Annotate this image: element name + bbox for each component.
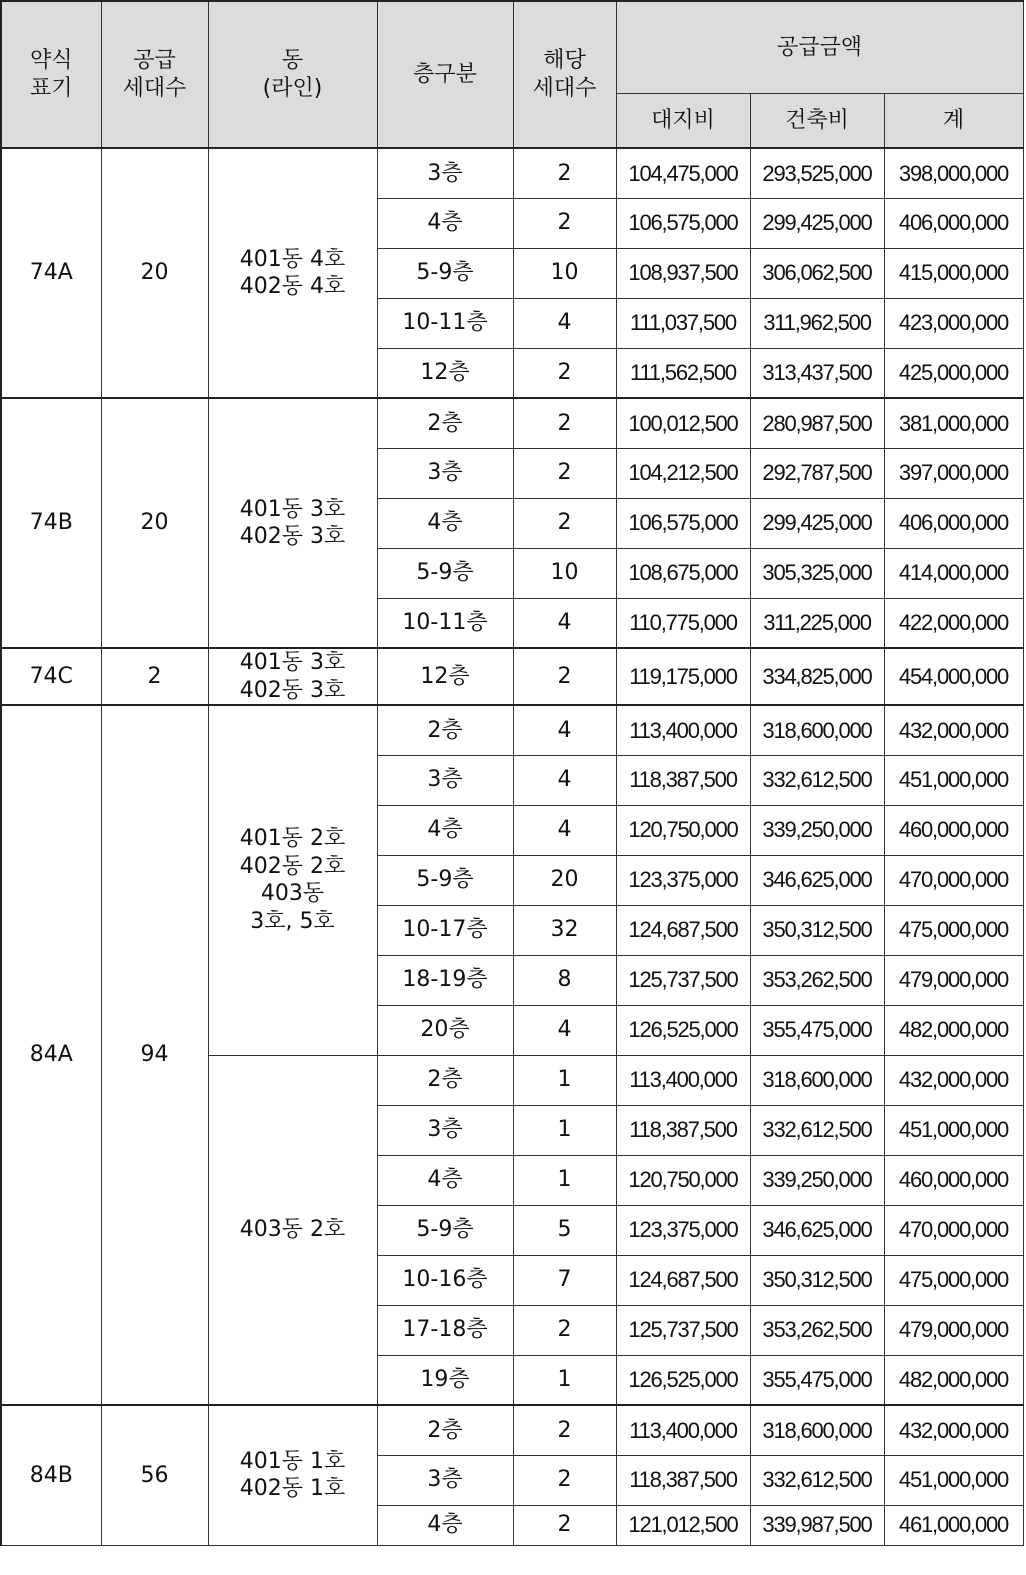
construction-cost-cell: 311,225,000	[750, 598, 884, 648]
total-cost-cell: 425,000,000	[884, 348, 1023, 398]
land-cost-cell: 119,175,000	[616, 648, 750, 705]
units-cell: 4	[513, 755, 616, 805]
units-cell: 1	[513, 1105, 616, 1155]
units-cell: 8	[513, 955, 616, 1005]
floor-cell: 2층	[377, 705, 513, 755]
supply-units-cell: 56	[101, 1405, 208, 1545]
header-units: 해당 세대수	[513, 1, 616, 148]
land-cost-cell: 108,937,500	[616, 248, 750, 298]
construction-cost-cell: 353,262,500	[750, 955, 884, 1005]
total-cost-cell: 406,000,000	[884, 498, 1023, 548]
units-cell: 7	[513, 1255, 616, 1305]
units-cell: 4	[513, 598, 616, 648]
land-cost-cell: 118,387,500	[616, 755, 750, 805]
total-cost-cell: 432,000,000	[884, 1405, 1023, 1455]
total-cost-cell: 398,000,000	[884, 148, 1023, 198]
floor-cell: 3층	[377, 448, 513, 498]
building-cell: 401동 3호 402동 3호	[208, 648, 377, 705]
land-cost-cell: 113,400,000	[616, 705, 750, 755]
total-cost-cell: 460,000,000	[884, 805, 1023, 855]
land-cost-cell: 110,775,000	[616, 598, 750, 648]
land-cost-cell: 100,012,500	[616, 398, 750, 448]
total-cost-cell: 451,000,000	[884, 755, 1023, 805]
construction-cost-cell: 292,787,500	[750, 448, 884, 498]
type-cell: 84A	[1, 705, 101, 1405]
units-cell: 1	[513, 1355, 616, 1405]
units-cell: 4	[513, 298, 616, 348]
construction-cost-cell: 355,475,000	[750, 1005, 884, 1055]
floor-cell: 10-11층	[377, 598, 513, 648]
construction-cost-cell: 318,600,000	[750, 705, 884, 755]
building-cell: 401동 3호 402동 3호	[208, 398, 377, 648]
table-row	[1, 148, 1023, 198]
floor-cell: 19층	[377, 1355, 513, 1405]
header-type: 약식 표기	[1, 1, 101, 148]
units-cell: 2	[513, 148, 616, 198]
floor-cell: 4층	[377, 805, 513, 855]
floor-cell: 10-16층	[377, 1255, 513, 1305]
construction-cost-cell: 293,525,000	[750, 148, 884, 198]
floor-cell: 5-9층	[377, 855, 513, 905]
units-cell: 2	[513, 398, 616, 448]
floor-cell: 4층	[377, 1155, 513, 1205]
units-cell: 10	[513, 548, 616, 598]
land-cost-cell: 120,750,000	[616, 1155, 750, 1205]
total-cost-cell: 461,000,000	[884, 1505, 1023, 1545]
floor-cell: 2층	[377, 398, 513, 448]
land-cost-cell: 125,737,500	[616, 955, 750, 1005]
type-cell: 74A	[1, 148, 101, 398]
construction-cost-cell: 311,962,500	[750, 298, 884, 348]
construction-cost-cell: 280,987,500	[750, 398, 884, 448]
floor-cell: 3층	[377, 1105, 513, 1155]
land-cost-cell: 111,562,500	[616, 348, 750, 398]
total-cost-cell: 482,000,000	[884, 1355, 1023, 1405]
table-row	[1, 398, 1023, 448]
supply-units-cell: 2	[101, 648, 208, 705]
construction-cost-cell: 299,425,000	[750, 198, 884, 248]
land-cost-cell: 126,525,000	[616, 1355, 750, 1405]
floor-cell: 18-19층	[377, 955, 513, 1005]
units-cell: 4	[513, 705, 616, 755]
total-cost-cell: 482,000,000	[884, 1005, 1023, 1055]
building-cell: 401동 1호 402동 1호	[208, 1405, 377, 1545]
floor-cell: 17-18층	[377, 1305, 513, 1355]
construction-cost-cell: 350,312,500	[750, 905, 884, 955]
units-cell: 10	[513, 248, 616, 298]
table-body	[1, 148, 1023, 1545]
land-cost-cell: 123,375,000	[616, 855, 750, 905]
land-cost-cell: 121,012,500	[616, 1505, 750, 1545]
total-cost-cell: 470,000,000	[884, 1205, 1023, 1255]
land-cost-cell: 106,575,000	[616, 198, 750, 248]
floor-cell: 4층	[377, 198, 513, 248]
total-cost-cell: 432,000,000	[884, 705, 1023, 755]
units-cell: 4	[513, 805, 616, 855]
construction-cost-cell: 332,612,500	[750, 755, 884, 805]
total-cost-cell: 432,000,000	[884, 1055, 1023, 1105]
construction-cost-cell: 306,062,500	[750, 248, 884, 298]
header-land: 대지비	[616, 94, 750, 149]
land-cost-cell: 111,037,500	[616, 298, 750, 348]
land-cost-cell: 118,387,500	[616, 1105, 750, 1155]
type-cell: 74C	[1, 648, 101, 705]
land-cost-cell: 104,212,500	[616, 448, 750, 498]
building-cell: 401동 2호 402동 2호 403동 3호, 5호	[208, 705, 377, 1055]
units-cell: 2	[513, 1505, 616, 1545]
total-cost-cell: 381,000,000	[884, 398, 1023, 448]
units-cell: 4	[513, 1005, 616, 1055]
floor-cell: 3층	[377, 1455, 513, 1505]
land-cost-cell: 113,400,000	[616, 1055, 750, 1105]
units-cell: 2	[513, 448, 616, 498]
total-cost-cell: 414,000,000	[884, 548, 1023, 598]
floor-cell: 3층	[377, 755, 513, 805]
header-total: 계	[884, 94, 1023, 149]
total-cost-cell: 422,000,000	[884, 598, 1023, 648]
units-cell: 1	[513, 1155, 616, 1205]
floor-cell: 2층	[377, 1055, 513, 1105]
units-cell: 2	[513, 198, 616, 248]
land-cost-cell: 123,375,000	[616, 1205, 750, 1255]
building-cell: 403동 2호	[208, 1055, 377, 1405]
floor-cell: 12층	[377, 648, 513, 705]
construction-cost-cell: 339,250,000	[750, 1155, 884, 1205]
units-cell: 20	[513, 855, 616, 905]
type-cell: 84B	[1, 1405, 101, 1545]
total-cost-cell: 470,000,000	[884, 855, 1023, 905]
units-cell: 2	[513, 1405, 616, 1455]
units-cell: 2	[513, 1455, 616, 1505]
total-cost-cell: 451,000,000	[884, 1105, 1023, 1155]
land-cost-cell: 104,475,000	[616, 148, 750, 198]
total-cost-cell: 423,000,000	[884, 298, 1023, 348]
land-cost-cell: 113,400,000	[616, 1405, 750, 1455]
floor-cell: 5-9층	[377, 548, 513, 598]
floor-cell: 5-9층	[377, 1205, 513, 1255]
construction-cost-cell: 318,600,000	[750, 1055, 884, 1105]
construction-cost-cell: 346,625,000	[750, 1205, 884, 1255]
table-row	[1, 1405, 1023, 1455]
units-cell: 2	[513, 648, 616, 705]
header-amount: 공급금액	[616, 1, 1023, 94]
floor-cell: 12층	[377, 348, 513, 398]
table-row	[1, 648, 1023, 705]
header-supply-units: 공급 세대수	[101, 1, 208, 148]
land-cost-cell: 124,687,500	[616, 1255, 750, 1305]
floor-cell: 3층	[377, 148, 513, 198]
total-cost-cell: 475,000,000	[884, 1255, 1023, 1305]
total-cost-cell: 460,000,000	[884, 1155, 1023, 1205]
header-construction: 건축비	[750, 94, 884, 149]
header-floor: 층구분	[377, 1, 513, 148]
total-cost-cell: 475,000,000	[884, 905, 1023, 955]
units-cell: 1	[513, 1055, 616, 1105]
table-row	[1, 705, 1023, 755]
total-cost-cell: 406,000,000	[884, 198, 1023, 248]
total-cost-cell: 454,000,000	[884, 648, 1023, 705]
land-cost-cell: 108,675,000	[616, 548, 750, 598]
type-cell: 74B	[1, 398, 101, 648]
land-cost-cell: 106,575,000	[616, 498, 750, 548]
construction-cost-cell: 350,312,500	[750, 1255, 884, 1305]
construction-cost-cell: 305,325,000	[750, 548, 884, 598]
total-cost-cell: 397,000,000	[884, 448, 1023, 498]
units-cell: 5	[513, 1205, 616, 1255]
header-building: 동 (라인)	[208, 1, 377, 148]
floor-cell: 10-11층	[377, 298, 513, 348]
total-cost-cell: 479,000,000	[884, 1305, 1023, 1355]
units-cell: 32	[513, 905, 616, 955]
land-cost-cell: 124,687,500	[616, 905, 750, 955]
land-cost-cell: 120,750,000	[616, 805, 750, 855]
land-cost-cell: 126,525,000	[616, 1005, 750, 1055]
construction-cost-cell: 313,437,500	[750, 348, 884, 398]
construction-cost-cell: 353,262,500	[750, 1305, 884, 1355]
construction-cost-cell: 355,475,000	[750, 1355, 884, 1405]
floor-cell: 20층	[377, 1005, 513, 1055]
land-cost-cell: 118,387,500	[616, 1455, 750, 1505]
supply-units-cell: 20	[101, 398, 208, 648]
construction-cost-cell: 346,625,000	[750, 855, 884, 905]
floor-cell: 5-9층	[377, 248, 513, 298]
construction-cost-cell: 339,250,000	[750, 805, 884, 855]
construction-cost-cell: 299,425,000	[750, 498, 884, 548]
total-cost-cell: 479,000,000	[884, 955, 1023, 1005]
supply-units-cell: 20	[101, 148, 208, 398]
floor-cell: 4층	[377, 1505, 513, 1545]
floor-cell: 4층	[377, 498, 513, 548]
total-cost-cell: 415,000,000	[884, 248, 1023, 298]
land-cost-cell: 125,737,500	[616, 1305, 750, 1355]
construction-cost-cell: 339,987,500	[750, 1505, 884, 1545]
units-cell: 2	[513, 348, 616, 398]
total-cost-cell: 451,000,000	[884, 1455, 1023, 1505]
construction-cost-cell: 318,600,000	[750, 1405, 884, 1455]
units-cell: 2	[513, 1305, 616, 1355]
construction-cost-cell: 332,612,500	[750, 1105, 884, 1155]
construction-cost-cell: 332,612,500	[750, 1455, 884, 1505]
construction-cost-cell: 334,825,000	[750, 648, 884, 705]
floor-cell: 10-17층	[377, 905, 513, 955]
building-cell: 401동 4호 402동 4호	[208, 148, 377, 398]
floor-cell: 2층	[377, 1405, 513, 1455]
units-cell: 2	[513, 498, 616, 548]
supply-units-cell: 94	[101, 705, 208, 1405]
